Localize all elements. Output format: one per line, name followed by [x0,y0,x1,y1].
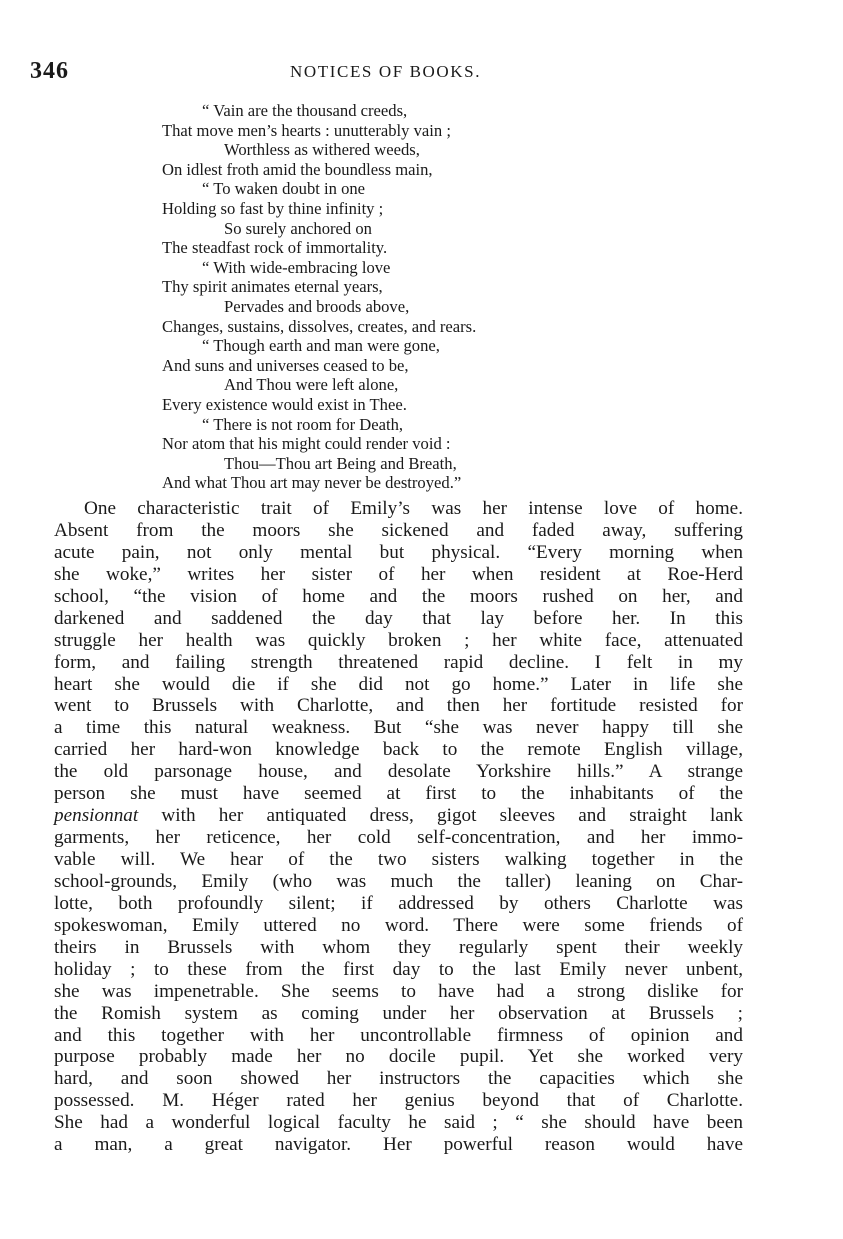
prose-line: vable will. We hear of the two sisters walking together in the [54,849,743,870]
prose-line: She had a wonderful logical faculty he said ; “ she should have been [54,1112,743,1134]
poem-line: Nor atom that his might could render void : [162,434,451,454]
page-number: 346 [30,58,69,84]
prose-line: lotte, both profoundly silent; if addressed by others Charlotte was [54,892,743,914]
prose-line: Absent from the moors she sickened and faded away, suffering [54,519,743,541]
prose-line: garments, her reticence, her cold self-concentration, and her immo- [54,827,743,849]
page-header [30,58,750,88]
prose-line: the Romish system as coming under her observation at Brussels ; [54,1002,743,1024]
poem-line: Holding so fast by thine infinity ; [162,198,384,218]
prose-line: possessed. M. Héger rated her genius beyond that of Charlotte. [54,1090,743,1112]
poem-line: Every existence would exist in Thee. [162,394,407,414]
poem-line: So surely anchored on [224,218,372,238]
prose-line-pensionnat [54,805,743,827]
prose-paragraph [54,498,743,1156]
prose-line: spokeswoman, Emily uttered no word. There were some friends of [54,914,743,936]
prose-line: form, and failing strength threatened rapid decline. I felt in my [54,651,743,673]
prose-line: One characteristic trait of Emily’s was her intense love of home. [84,498,743,519]
prose-line: a man, a great navigator. Her powerful reason would have [54,1134,743,1156]
prose-line: school, “the vision of home and the moors rushed on her, and [54,585,743,607]
poem-line: “ There is not room for Death, [202,414,404,434]
poem-line: The steadfast rock of immortality. [162,238,388,258]
prose-line: hard, and soon showed her instructors the capacities which she [54,1068,743,1090]
poem-line: Thou—Thou art Being and Breath, [224,453,457,473]
prose-line: purpose probably made her no docile pupil. Yet she worked very [54,1046,743,1068]
prose-line: school-grounds, Emily (who was much the taller) leaning on Char- [54,870,743,892]
prose-line: and this together with her uncontrollable firmness of opinion and [54,1024,743,1046]
poem-line: “ Though earth and man were gone, [202,336,440,356]
prose-line: she woke,” writes her sister of her when resident at Roe-Herd [54,563,743,585]
prose-line: acute pain, not only mental but physical. “Every morning when [54,541,743,563]
poem-line: And suns and universes ceased to be, [162,355,409,375]
poem-line: That move men’s hearts : unutterably vain ; [162,120,451,140]
poem-line: Thy spirit animates eternal years, [162,277,383,297]
prose-line: went to Brussels with Charlotte, and then her fortitude resisted for [54,695,743,717]
poem-line: Worthless as withered weeds, [224,140,420,160]
poem [162,101,642,493]
running-title: NOTICES OF BOOKS. [290,62,482,81]
poem-line: “ With wide-embracing love [202,257,391,277]
poem-line: And what Thou art may never be destroyed.” [162,473,462,493]
poem-line: On idlest froth amid the boundless main, [162,159,433,179]
poem-line: Changes, sustains, dissolves, creates, and rears. [162,316,477,336]
poem-line: Pervades and broods above, [224,296,410,316]
italic-word: pensionnat [54,805,139,827]
prose-line: struggle her health was quickly broken ; her white face, attenuated [54,629,743,651]
prose-line: person she must have seemed at first to the inhabitants of the [54,783,743,805]
prose-line: holiday ; to these from the first day to the last Emily never unbent, [54,958,743,980]
poem-line: And Thou were left alone, [224,375,399,395]
prose-line: a time this natural weakness. But “she was never happy till she [54,717,743,739]
prose-line: the old parsonage house, and desolate Yorkshire hills.” A strange [54,761,743,783]
prose-line: theirs in Brussels with whom they regularly spent their weekly [54,936,743,958]
prose-line-rest: with her antiquated dress, gigot sleeves and straight lank [138,805,743,827]
poem-line: “ Vain are the thousand creeds, [202,101,408,120]
poem-line: “ To waken doubt in one [202,179,366,199]
prose-line: heart she would die if she did not go home.” Later in life she [54,673,743,695]
prose-line: carried her hard-won knowledge back to the remote English village, [54,739,743,761]
prose-line: darkened and saddened the day that lay before her. In this [54,607,743,629]
prose-line: she was impenetrable. She seems to have had a strong dislike for [54,980,743,1002]
